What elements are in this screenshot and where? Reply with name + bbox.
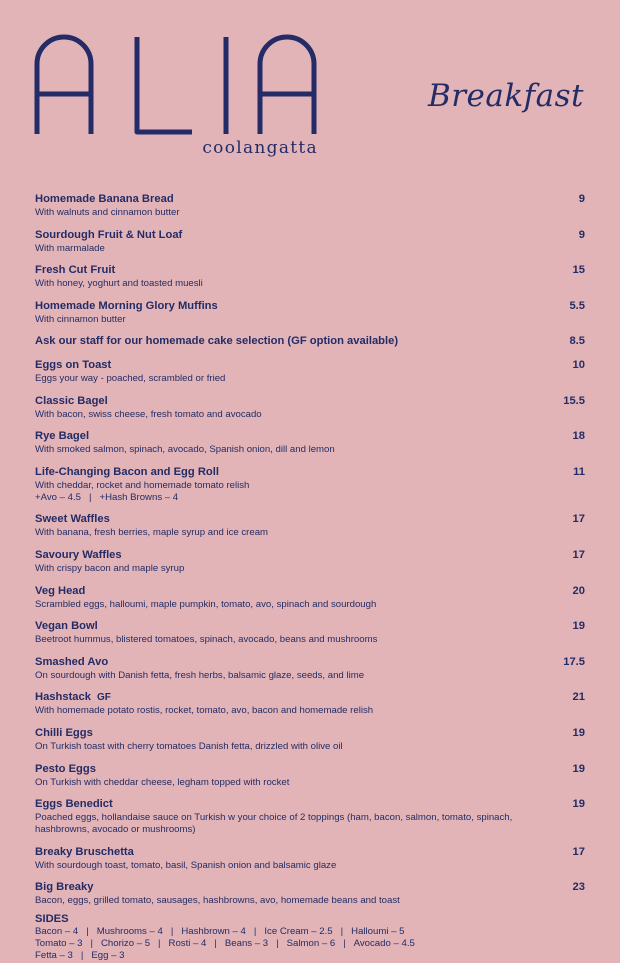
item-description: On sourdough with Danish fetta, fresh herbs, balsamic glaze, seeds, and lime [35, 669, 365, 681]
item-description: With walnuts and cinnamon butter [35, 207, 180, 218]
item-description: With smoked salmon, spinach, avocado, Spanish onion, dill and lemon [35, 444, 335, 456]
menu-item [35, 391, 585, 421]
menu-item [35, 794, 585, 836]
item-price: 19 [572, 798, 585, 811]
item-name: Eggs on Toast [35, 358, 112, 371]
menu-item [35, 296, 585, 326]
item-name: Vegan Bowl [35, 620, 98, 633]
addon: +Avo – 4.5 [35, 491, 81, 503]
menu-item [35, 462, 585, 504]
item-description: Beetroot hummus, blistered tomatoes, spinach, avocado, beans and mushrooms [35, 634, 378, 646]
item-name: Big Breaky [35, 881, 94, 894]
menu-item-row [35, 225, 585, 243]
item-description: Eggs your way - poached, scrambled or fried [35, 372, 226, 384]
menu-item-row [35, 426, 585, 444]
menu-item [35, 877, 585, 907]
item-description: With bacon, swiss cheese, fresh tomato and avocado [35, 408, 262, 420]
item-name: Eggs Benedict [35, 798, 113, 811]
item-name: Breaky Bruschetta [35, 845, 134, 858]
menu-list [35, 189, 585, 963]
item-description: Poached eggs, hollandaise sauce on Turkish w your choice of 2 toppings (ham, bacon, salmon, tomato, spinach, hashbrowns, avocado or mushrooms) [35, 812, 513, 836]
item-price: 8.5 [569, 335, 585, 348]
menu-item [35, 509, 585, 539]
item-description: With crispy bacon and maple syrup [35, 562, 185, 574]
menu-item [35, 652, 585, 682]
menu-item-row [35, 545, 585, 563]
menu-item-row [35, 331, 585, 349]
sides-line [35, 926, 585, 938]
separator: | [158, 938, 161, 950]
item-description: With banana, fresh berries, maple syrup and ice cream [35, 527, 269, 539]
menu-item [35, 616, 585, 646]
separator: | [90, 938, 93, 950]
separator: | [343, 938, 346, 950]
item-price: 19 [572, 620, 585, 633]
item-price: 15 [572, 264, 585, 277]
item-price: 17 [572, 513, 585, 526]
menu-item [35, 260, 585, 290]
menu-item-row [35, 687, 585, 705]
side-item: Salmon – 6 [286, 938, 336, 950]
item-name: Fresh Cut Fruit [35, 264, 116, 277]
menu-item-row [35, 509, 585, 527]
side-item: Beans – 3 [224, 938, 269, 950]
menu-item-row [35, 355, 585, 373]
menu-item [35, 355, 585, 385]
side-item: Rosti – 4 [168, 938, 207, 950]
item-price: 9 [578, 193, 585, 205]
menu-item [35, 687, 585, 717]
item-name: Life-Changing Bacon and Egg Roll [35, 465, 219, 478]
gf-tag: GF [96, 692, 111, 704]
separator: | [253, 925, 257, 937]
sides-title: SIDES [35, 912, 69, 925]
menu-title: Breakfast [427, 78, 584, 114]
menu-item-row [35, 260, 585, 278]
item-description: With homemade potato rostis, rocket, tomato, avo, bacon and homemade relish [35, 705, 374, 717]
item-name: Hashstack [35, 691, 91, 704]
item-price: 10 [572, 358, 585, 371]
menu-item [35, 225, 585, 255]
item-price: 11 [573, 465, 585, 478]
menu-item [35, 723, 585, 753]
item-name: Ask our staff for our homemade cake selection (GF option available) [35, 335, 399, 348]
menu-item [35, 426, 585, 456]
side-item: Halloumi – 5 [351, 925, 405, 937]
menu-item-row [35, 616, 585, 634]
item-description: On Turkish with cheddar cheese, legham topped with rocket [35, 776, 290, 788]
item-price: 19 [572, 726, 585, 739]
item-name: Smashed Avo [35, 655, 109, 668]
menu-item-row [35, 842, 585, 860]
item-description: Bacon, eggs, grilled tomato, sausages, hashbrowns, avo, homemade beans and toast [35, 895, 400, 907]
alia-wordmark [34, 34, 318, 136]
side-item: Tomato – 3 [35, 938, 83, 950]
item-price: 15.5 [563, 394, 585, 407]
item-description: Scrambled eggs, halloumi, maple pumpkin, tomato, avo, spinach and sourdough [35, 598, 377, 610]
menu-item-row [35, 723, 585, 741]
menu-item [35, 189, 585, 219]
separator: | [170, 925, 174, 937]
item-name: Homemade Banana Bread [35, 193, 174, 205]
item-name: Homemade Morning Glory Muffins [35, 299, 218, 312]
menu-item [35, 331, 585, 349]
item-name: Sourdough Fruit & Nut Loaf [35, 228, 183, 241]
separator: | [214, 938, 217, 950]
menu-item [35, 842, 585, 872]
item-price: 17.5 [563, 655, 585, 668]
item-price: 23 [572, 881, 585, 894]
menu-item-row [35, 391, 585, 409]
menu-item-row [35, 652, 585, 670]
sides-line [35, 950, 585, 962]
side-item: Hashbrown – 4 [181, 925, 246, 937]
side-item: Egg – 3 [91, 950, 125, 962]
item-price: 9 [578, 228, 585, 241]
item-description: On Turkish toast with cherry tomatoes Danish fetta, drizzled with olive oil [35, 740, 343, 752]
menu-item [35, 545, 585, 575]
addon: +Hash Browns – 4 [99, 491, 179, 503]
separator: | [80, 950, 84, 962]
menu-item-row [35, 759, 585, 777]
menu-item [35, 581, 585, 611]
item-price: 19 [572, 762, 585, 775]
separator: | [340, 925, 344, 937]
item-price: 17 [572, 845, 585, 858]
item-price: 17 [572, 548, 585, 561]
separator: | [88, 491, 92, 503]
item-name: Classic Bagel [35, 394, 108, 407]
item-price: 20 [572, 584, 585, 597]
menu-item-row [35, 581, 585, 599]
item-name: Sweet Waffles [35, 513, 110, 526]
side-item: Avocado – 4.5 [353, 938, 415, 950]
side-item: Bacon – 4 [35, 925, 79, 937]
menu-item-row [35, 462, 585, 480]
item-name: Rye Bagel [35, 430, 90, 443]
item-price: 5.5 [569, 299, 585, 312]
item-description: With marmalade [35, 242, 105, 254]
menu-item-row [35, 794, 585, 812]
item-addons [35, 492, 585, 504]
sides-line [35, 938, 585, 950]
item-name: Veg Head [35, 584, 86, 597]
brand-location: coolangatta [202, 138, 318, 158]
menu-item [35, 759, 585, 789]
item-description: With cheddar, rocket and homemade tomato relish [35, 479, 250, 491]
side-item: Chorizo – 5 [100, 938, 151, 950]
item-description: With sourdough toast, tomato, basil, Spanish onion and balsamic glaze [35, 859, 337, 871]
item-description: With honey, yoghurt and toasted muesli [35, 278, 203, 290]
side-item: Mushrooms – 4 [96, 925, 163, 937]
item-name: Chilli Eggs [35, 726, 93, 739]
menu-item-row [35, 296, 585, 314]
item-price: 21 [572, 691, 585, 704]
side-item: Fetta – 3 [35, 950, 73, 962]
item-price: 18 [572, 430, 585, 443]
separator: | [86, 925, 89, 937]
menu-item-row [35, 877, 585, 895]
item-name: Savoury Waffles [35, 548, 122, 561]
item-name: Pesto Eggs [35, 762, 96, 775]
item-description: With cinnamon butter [35, 313, 126, 325]
menu-item-row [35, 189, 585, 207]
side-item: Ice Cream – 2.5 [264, 925, 333, 937]
brand-logo [34, 34, 318, 158]
separator: | [276, 938, 279, 950]
